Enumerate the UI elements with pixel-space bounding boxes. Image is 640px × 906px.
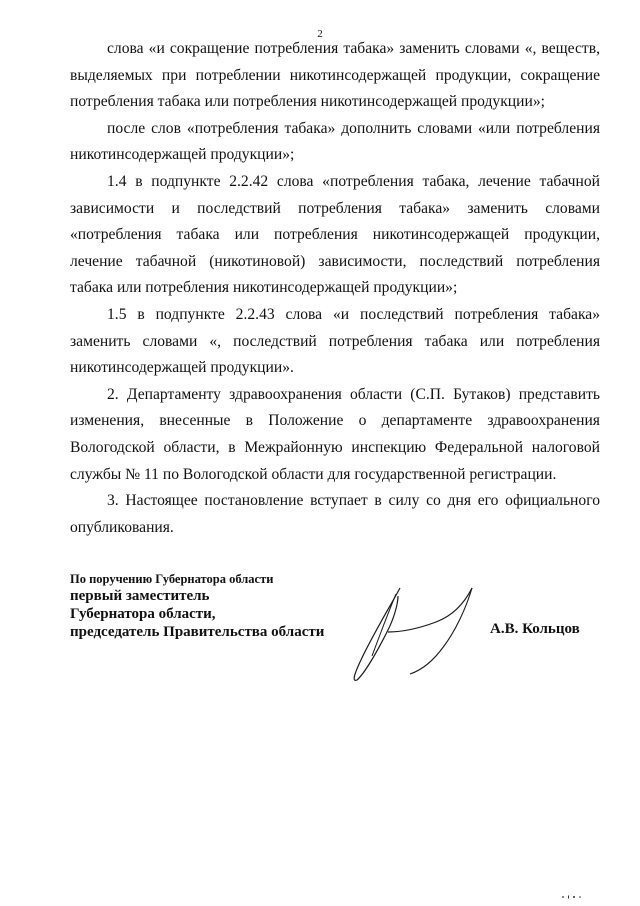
paragraph-1: слова «и сокращение потребления табака» заменить словами «, веществ, выделяемых при потреблении никотинсодержащей продукции, сокращение потребления табака или потребления никотинсодержащей продукции»; [70,40,600,111]
signature-block [70,571,324,641]
paragraph-5: 2. Департаменту здравоохранения области (С.П. Бутаков) представить изменения, внесенные в Положение о департаменте здравоохранения Вологодской области, в Межрайонную инспекцию Федеральной налоговой службы № 11 по Вологодской области для государственной регистрации. [70,385,600,483]
paragraph-3: 1.4 в подпункте 2.2.42 слова «потребления табака, лечение табачной зависимости и последствий потребления табака» заменить словами «потребления табака или потребления никотинсодержащей продукции, лечение табачной (никотиновой) зависимости, последствий потребления табака или потребления никотинсодержащей продукции»; [70,172,600,297]
signature-line-2: первый заместитель [70,588,210,604]
signer-name: А.В. Кольцов [490,621,580,637]
document-body [70,36,600,541]
signature-line-1: По поручению Губернатора области [70,572,274,586]
signature-line-4: председатель Правительства области [70,624,325,640]
paragraph-2: после слов «потребления табака» дополнить словами «или потребления никотинсодержащей продукции»; [70,119,600,164]
handwritten-signature-icon [348,582,488,692]
scan-dots-icon [560,888,586,906]
signature-line-3: Губернатора области, [70,606,216,622]
paragraph-6: 3. Настоящее постановление вступает в силу со дня его официального опубликования. [70,492,600,536]
page-number: 2 [317,28,323,40]
paragraph-4: 1.5 в подпункте 2.2.43 слова «и последствий потребления табака» заменить словами «, последствий потребления табака или потребления никотинсодержащей продукции». [70,305,600,377]
